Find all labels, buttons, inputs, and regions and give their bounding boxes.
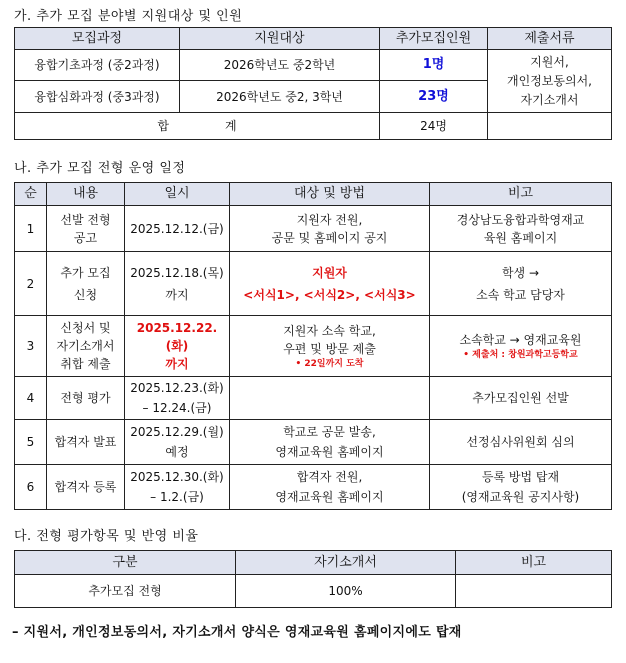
header-note: 비고 — [430, 183, 612, 206]
total-row — [15, 113, 612, 140]
row-date: 2025.12.12.(금) — [125, 206, 230, 252]
section2-title: 나. 추가 모집 전형 운영 일정 — [14, 161, 186, 176]
header-ratio: 자기소개서 — [236, 551, 456, 575]
document-item: 지원서, — [530, 54, 569, 69]
row-method: 합격자 전원, 영재교육원 홈페이지 — [230, 465, 430, 510]
total-count: 24명 — [380, 113, 488, 140]
row-date: 2025.12.30.(화) – 1.2.(금) — [125, 465, 230, 510]
header-no: 순 — [15, 183, 47, 206]
row-content: 추가 모집 신청 — [47, 252, 125, 316]
footer-note: – 지원서, 개인정보동의서, 자기소개서 양식은 영재교육원 홈페이지에도 탑재 — [12, 625, 462, 640]
row-no: 4 — [15, 377, 47, 420]
document-item: 개인정보동의서, — [507, 73, 592, 88]
row-date: 2025.12.22.(화) 까지 — [125, 316, 230, 377]
documents-cell — [488, 50, 612, 113]
schedule-row — [15, 377, 612, 420]
schedule-row — [15, 316, 612, 377]
row-date: 2025.12.29.(월) 예정 — [125, 420, 230, 465]
header-target: 지원대상 — [180, 28, 380, 50]
row-note: 경상남도융합과학영재교 육원 홈페이지 — [430, 206, 612, 252]
row-note: 추가모집인원 선발 — [430, 377, 612, 420]
row-method: 지원자 소속 학교, 우편 및 방문 제출 • 22일까지 도착 — [230, 316, 430, 377]
section3-title: 다. 전형 평가항목 및 반영 비율 — [14, 529, 199, 544]
ratio-cell: 100% — [236, 575, 456, 608]
table-row — [15, 575, 612, 608]
evaluation-table — [14, 550, 612, 608]
schedule-row — [15, 206, 612, 252]
row-no: 6 — [15, 465, 47, 510]
row-date: 2025.12.18.(목) 까지 — [125, 252, 230, 316]
schedule-row — [15, 465, 612, 510]
row-note: 선정심사위원회 심의 — [430, 420, 612, 465]
row-no: 3 — [15, 316, 47, 377]
row-note: 등록 방법 탑재 (영재교육원 공지사항) — [430, 465, 612, 510]
row-method: 지원자 전원, 공문 및 홈페이지 공지 — [230, 206, 430, 252]
header-content: 내용 — [47, 183, 125, 206]
total-label — [15, 113, 380, 140]
recruitment-table — [14, 27, 612, 140]
count-cell: 1명 — [380, 50, 488, 81]
row-content: 합격자 등록 — [47, 465, 125, 510]
row-method: 지원자 <서식1>, <서식2>, <서식3> — [230, 252, 430, 316]
row-content: 신청서 및 자기소개서 취합 제출 — [47, 316, 125, 377]
remark-cell — [456, 575, 612, 608]
course-cell: 융합기초과정 (중2과정) — [15, 50, 180, 81]
header-date: 일시 — [125, 183, 230, 206]
course-cell: 융합심화과정 (중3과정) — [15, 81, 180, 113]
table-row — [15, 50, 612, 81]
row-content: 선발 전형 공고 — [47, 206, 125, 252]
row-content: 합격자 발표 — [47, 420, 125, 465]
section1-title: 가. 추가 모집 분야별 지원대상 및 인원 — [14, 9, 243, 24]
category-cell: 추가모집 전형 — [15, 575, 236, 608]
row-no: 1 — [15, 206, 47, 252]
row-date: 2025.12.23.(화) – 12.24.(금) — [125, 377, 230, 420]
row-note: 학생 → 소속 학교 담당자 — [430, 252, 612, 316]
header-category: 구분 — [15, 551, 236, 575]
header-count: 추가모집인원 — [380, 28, 488, 50]
row-content: 전형 평가 — [47, 377, 125, 420]
count-cell: 23명 — [380, 81, 488, 113]
target-cell: 2026학년도 중2학년 — [180, 50, 380, 81]
total-label-a: 합 — [157, 119, 169, 133]
document-item: 자기소개서 — [520, 92, 579, 107]
method-note: • 22일까지 도착 — [295, 359, 364, 369]
schedule-row — [15, 420, 612, 465]
row-method — [230, 377, 430, 420]
schedule-row — [15, 252, 612, 316]
header-remark: 비고 — [456, 551, 612, 575]
row-no: 5 — [15, 420, 47, 465]
row-note: 소속학교 → 영재교육원 • 제출처 : 창원과학고등학교 — [430, 316, 612, 377]
total-label-b: 계 — [225, 119, 237, 133]
total-empty — [488, 113, 612, 140]
submission-note: • 제출처 : 창원과학고등학교 — [463, 350, 578, 360]
target-cell: 2026학년도 중2, 3학년 — [180, 81, 380, 113]
row-method: 학교로 공문 발송, 영재교육원 홈페이지 — [230, 420, 430, 465]
header-course: 모집과정 — [15, 28, 180, 50]
schedule-table — [14, 182, 612, 510]
header-method: 대상 및 방법 — [230, 183, 430, 206]
row-no: 2 — [15, 252, 47, 316]
header-documents: 제출서류 — [488, 28, 612, 50]
